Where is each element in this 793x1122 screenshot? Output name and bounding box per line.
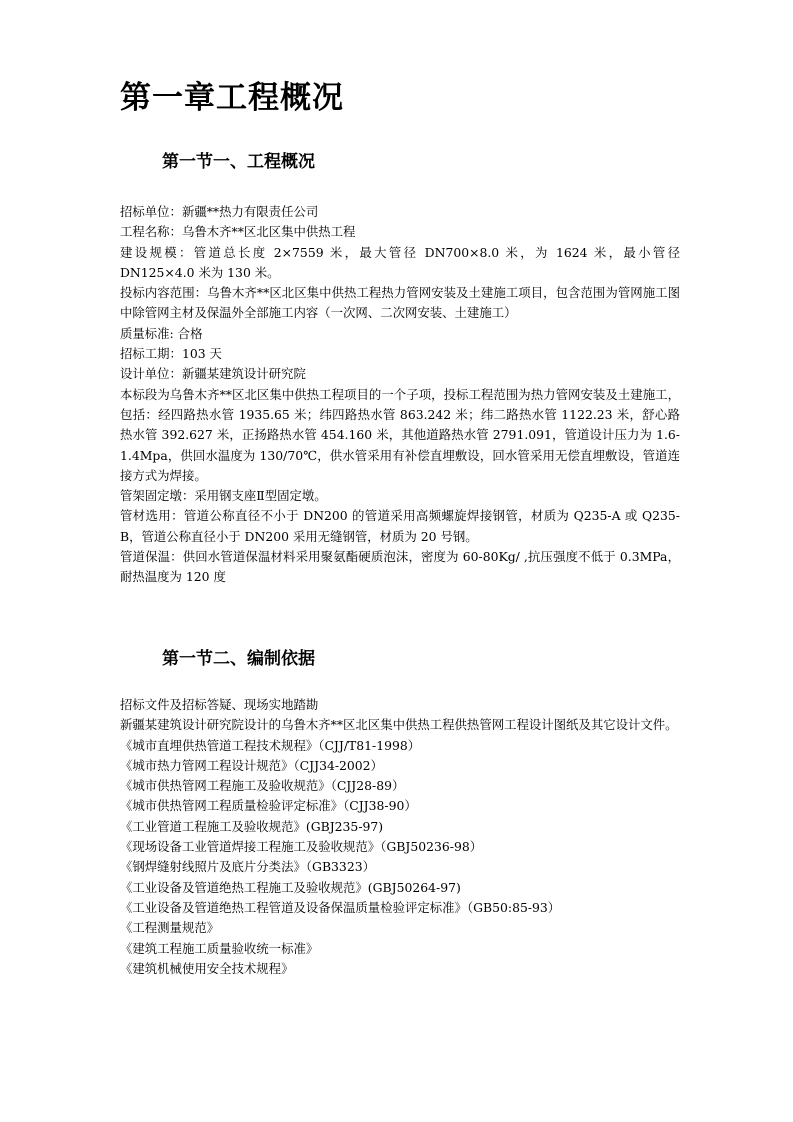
basis-item: 《建筑机械使用安全技术规程》 [120,960,294,976]
chapter-title: 第一章工程概况 [120,80,344,116]
basis-item: 新疆某建筑设计研究院设计的乌鲁木齐**区北区集中供热工程供热管网工程设计图纸及其它设计文件。 [120,717,678,733]
section-body-basis [120,695,680,979]
basis-item: 招标文件及招标答疑、现场实地踏勘 [120,697,319,712]
section-title-overview: 第一节一、工程概况 [162,152,315,172]
tender-unit: 招标单位：新疆**热力有限责任公司 [120,204,319,219]
basis-item: 《钢焊缝射线照片及底片分类法》（GB3323） [120,859,375,875]
basis-item: 《工业设备及管道绝热工程管道及设备保温质量检验评定标准》（GB50:85-93） [120,899,561,915]
tender-duration: 招标工期：103 天 [120,346,222,362]
pipe-material: 管材选用：管道公称直径不小于 DN200 的管道采用高频螺旋焊接钢管，材质为 Q235-A 或 Q235-B，管道公称直径小于 DN200 采用无缝钢管，材质为 20 号钢。 [120,508,680,544]
project-name: 工程名称：乌鲁木齐**区北区集中供热工程 [120,224,356,240]
pipe-insulation: 管道保温：供回水管道保温材料采用聚氨酯硬质泡沫，密度为 60-80Kg/ ,抗压强度不低于 0.3MPa，耐热温度为 120 度 [120,549,680,585]
pipe-support: 管架固定墩：采用钢支座Ⅱ型固定墩。 [120,488,327,504]
basis-item: 《城市热力管网工程设计规范》（CJJ34-2002） [120,757,383,773]
construction-scale: 建设规模：管道总长度 2×7559 米，最大管径 DN700×8.0 米，为 1624 米，最小管径 DN125×4.0 米为 130 米。 [120,244,680,280]
section-title-basis: 第一节二、编制依据 [162,649,315,669]
basis-item: 《工业管道工程施工及验收规范》(GBJ235-97) [120,818,384,834]
basis-item: 《工业设备及管道绝热工程施工及验收规范》(GBJ50264-97) [120,879,461,895]
section-description: 本标段为乌鲁木齐**区北区集中供热工程项目的一个子项，投标工程范围为热力管网安装及土建施工，包括：经四路热水管 1935.65 米；纬四路热水管 863.242 米；纬二路热水管 1122.23 米，舒心路热水管 392.627 米，正扬路热水管 454.160 米，其他道路热水管 2791.091，管道设计压力为 1.6-1.4Mpa，供回水温度为 130/70℃，供水管采用有补偿直埋敷设，回水管采用无偿直埋敷设，管道连接方式为焊接。 [120,386,680,483]
basis-item: 《建筑工程施工质量验收统一标准》 [120,940,319,956]
basis-item: 《城市供热管网工程施工及验收规范》（CJJ28-89） [120,778,405,794]
section-body-overview [120,202,680,588]
basis-item: 《城市直埋供热管道工程技术规程》（CJJ/T81-1998） [120,737,421,753]
bid-scope: 投标内容范围：乌鲁木齐**区北区集中供热工程热力管网安装及土建施工项目，包含范围为管网施工图中除管网主材及保温外全部施工内容（一次网、二次网安装、土建施工） [120,285,680,321]
quality-standard: 质量标准: 合格 [120,325,203,341]
basis-item: 《工程测量规范》 [120,920,220,936]
design-unit: 设计单位：新疆某建筑设计研究院 [120,366,306,382]
basis-item: 《现场设备工业管道焊接工程施工及验收规范》（GBJ50236-98） [120,839,483,855]
basis-item: 《城市供热管网工程质量检验评定标准》（CJJ38-90） [120,798,417,814]
